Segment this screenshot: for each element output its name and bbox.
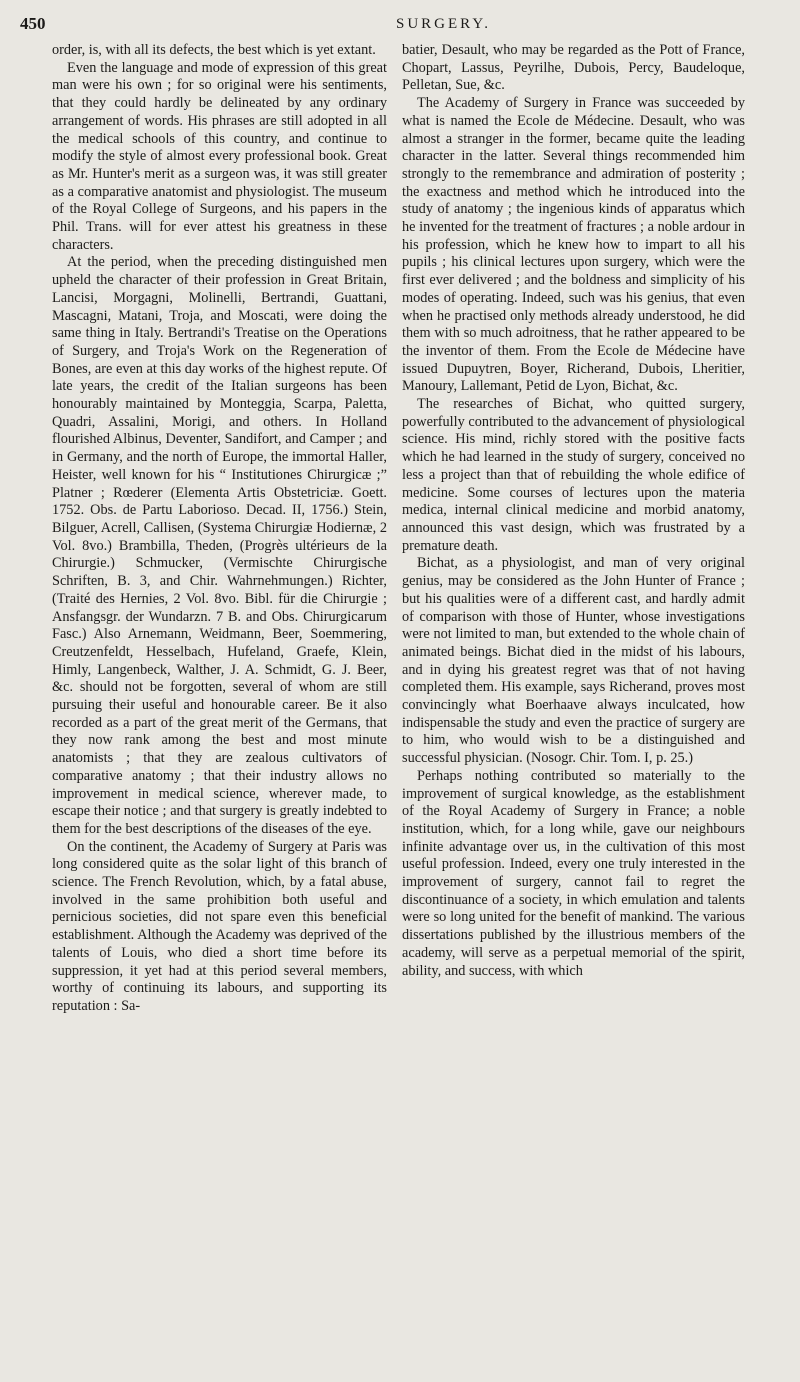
paragraph: The researches of Bichat, who quitted surgery, powerfully contributed to the advancement of physiological science. His mind, richly stored with the positive facts which he had learned in the study of surgery, conceived no less a project than that of rebuilding the whole edifice of medicine. Some courses of lectures upon the materia medica, internal clinical medicine and morbid anatomy, announced this vast design, which was frustrated by a premature death. (402, 396, 745, 554)
paragraph: Perhaps nothing contributed so materially to the improvement of surgical knowledge, as the establishment of the Royal Academy of Surgery in France; a noble institution, which, for a long while, gave our neighbours infinite advantage over us, in the cultivation of this most useful profession. Indeed, every one truly interested in the improvement of surgery, cannot fail to regret the discontinuance of a society, in which emulation and talents were so long united for the benefit of mankind. The various dissertations published by the illustrious members of the academy, will serve as a perpetual memorial of the spirit, ability, and success, with which (402, 767, 745, 979)
paragraph: The Academy of Surgery in France was succeeded by what is named the Ecole de Médecine. Desault, who was almost a stranger in the former, became quite the leading character in the latter. Several things recommended him strongly to the remembrance and admiration of posterity ; the exactness and method which he introduced into the study of anatomy ; the ingenious kinds of apparatus which he invented for the treatment of fractures ; a noble ardour in his profession, which he knew how to impart to all his pupils ; his clinical lectures upon surgery, which were the first ever delivered ; and the boldness and simplicity of his modes of operating. Indeed, such was his genius, that even when he practised only methods already understood, he did them with so much adroitness, that he rather appeared to be the inventor of them. From the Ecole de Médecine have issued Dupuytren, Boyer, Richerand, Dubois, Lheritier, Manoury, Lallemant, Petid de Lyon, Bichat, &c. (402, 95, 745, 395)
paragraph: At the period, when the preceding distinguished men upheld the character of their profession in Great Britain, Lancisi, Morgagni, Molinelli, Bertrandi, Guattani, Mascagni, Matani, Troja, and Moscati, were doing the same thing in Italy. Bertrandi's Treatise on the Operations of Surgery, and Troja's Work on the Regeneration of Bones, are even at this day works of the highest repute. Of late years, the credit of the Italian surgeons has been honourably maintained by Monteggia, Scarpa, Paletta, Quadri, Assalini, Morigi, and others. In Holland flourished Albinus, Deventer, Sandifort, and Camper ; and in Germany, and the north of Europe, the immortal Haller, Heister, well known for his “ Institutiones Chirurgicæ ;” Platner ; Rœderer (Elementa Artis Obstetriciæ. Goett. 1752. Obs. de Partu Laborioso. Decad. II, 1756.) Stein, Bilguer, Acrell, Callisen, (Systema Chirurgiæ Hodiernæ, 2 Vol. 8vo.) Brambilla, Theden, (Progrès ultérieurs de la Chirurgie.) Schmucker, (Vermischte Chirurgische Schriften, B. 3, and Chir. Wahrnehmungen.) Richter, (Traité des Hernies, 2 Vol. 8vo. Bibl. für die Chirurgie ; Ansfangsgr. der Wundarzn. 7 B. and Obs. Chirurgicarum Fasc.) Also Arnemann, Weidmann, Beer, Soemmering, Creutzenfeldt, Hesselbach, Hufeland, Graefe, Klein, Himly, Langenbeck, Walther, J. A. Schmidt, G. J. Beer, &c. should not be forgotten, several of whom are still pursuing their useful and honourable career. Be it also recorded as a part of the great merit of the Germans, that they now rank among the best and most minute anatomists ; that they are zealous cultivators of comparative anatomy ; that their industry allows no improvement in medical science, wherever made, to escape their notice ; and that surgery is greatly indebted to them for the best descriptions of the diseases of the eye. (52, 254, 387, 837)
paragraph: Bichat, as a physiologist, and man of very original genius, may be considered as the John Hunter of France ; but his qualities were of a different cast, and hardly admit of comparison with those of Hunter, whose investigations were not limited to man, but extended to the whole chain of animated beings. Bichat died in the midst of his labours, and in dying his greatest regret was that of not having completed them. His example, says Richerand, proves most convincingly what Boerhaave always inculcated, how indispensable the study and even the practice of surgery are to him, who would wish to be a distinguished and successful physician. (Nosogr. Chir. Tom. I, p. 25.) (402, 555, 745, 767)
right-column (402, 42, 745, 980)
paragraph: order, is, with all its defects, the best which is yet extant. (52, 42, 376, 58)
page-number: 450 (20, 14, 46, 33)
paragraph: On the continent, the Academy of Surgery at Paris was long considered quite as the solar light of this branch of science. The French Revolution, which, by a fatal abuse, involved in the same prohibition both useful and pernicious societies, did not spare even this beneficial establishment. Although the Academy was deprived of the talents of Louis, who died a short time before its suppression, it yet had at this period several members, worthy of continuing its labours, and supporting its reputation : Sa- (52, 838, 387, 1014)
running-head: SURGERY. (396, 16, 492, 32)
page-header (0, 10, 800, 36)
left-column (52, 42, 387, 1016)
paragraph: batier, Desault, who may be regarded as the Pott of France, Chopart, Lassus, Peyrilhe, Dubois, Percy, Baudeloque, Pelletan, Sue, &c. (402, 42, 745, 94)
paragraph: Even the language and mode of expression of this great man were his own ; for so original were his sentiments, that they could hardly be delineated by any ordinary arrangement of words. His phrases are still adopted in all the medical schools of this country, and continue to modify the style of almost every professional book. Great as Mr. Hunter's merit as a surgeon was, it was still greater as a comparative anatomist and physiologist. The museum of the Royal College of Surgeons, and his papers in the Phil. Trans. will for ever attest his greatness in these characters. (52, 59, 387, 253)
